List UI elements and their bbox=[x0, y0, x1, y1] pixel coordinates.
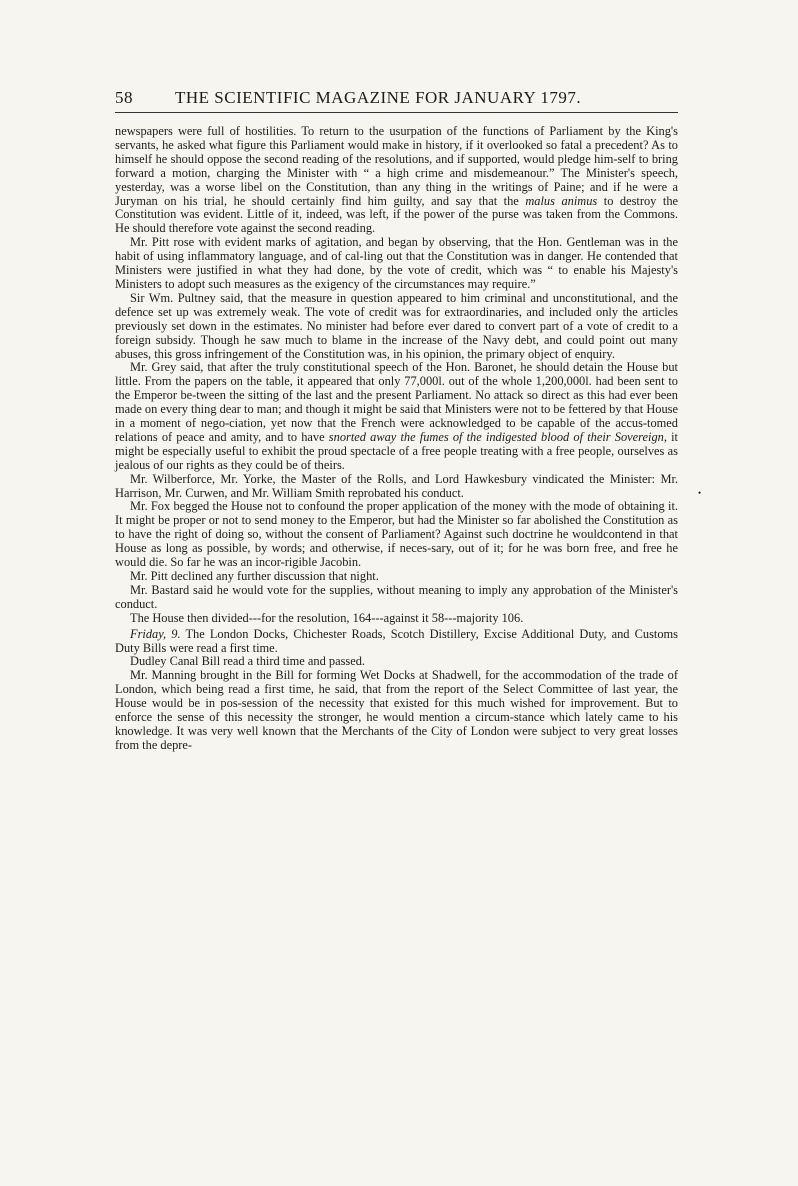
margin-bullet-mark: • bbox=[698, 488, 702, 498]
paragraph: The House then divided---for the resolution, 164---against it 58---majority 106. bbox=[130, 610, 524, 625]
paragraph: newspapers were full of hostilities. To return to the usurpation of the functions of Parliament by the King's servants, he asked what figure this Parliament would make in history, if it overlooked so fatal a precedent? As to himself he should oppose the second reading of the resolutions, and if supported, would pledge him-self to bring forward a motion, charging the Minister with “ a high crime and misdemeanour.” The Minister's speech, yesterday, was a worse libel on the Constitution, than any thing in the writings of Paine; and if he were a Juryman on his trial, he should certainly find him guilty, and say that the malus animus to destroy the Constitution was evident. Little of it, indeed, was left, if the power of the purse was taken from the Commons. He should therefore vote against the second reading. bbox=[115, 124, 679, 236]
paragraph: Mr. Pitt declined any further discussion that night. bbox=[130, 569, 379, 583]
paragraph: Friday, 9. The London Docks, Chichester Roads, Scotch Distillery, Excise Additional Duty, and Customs Duty Bills were read a first time. bbox=[115, 626, 678, 655]
paragraph: Mr. Pitt rose with evident marks of agitation, and began by observing, that the Hon. Gentleman was in the habit of using inflammatory language, and of cal-ling out that the Constitution was in danger. He contended that Ministers were justified in what they had done, by the vote of credit, which was “ to enable his Majesty's Ministers to adopt such measures as the exigency of the circumstances may require.” bbox=[115, 235, 678, 291]
document-page bbox=[115, 88, 678, 753]
paragraph: Mr. Manning brought in the Bill for forming Wet Docks at Shadwell, for the accommodation of the trade of London, which being read a first time, he said, that from the report of the Select Committee of last year, the House would be in pos-session of the necessity that existed for this much wished for improvement. But to enforce the sense of this necessity the stronger, he would mention a circum-stance which lately came to his knowledge. It was very well known that the Merchants of the City of London were subject to very great losses from the depre- bbox=[115, 668, 678, 752]
paragraph: Sir Wm. Pultney said, that the measure in question appeared to him criminal and unconstitutional, and the defence set up was extremely weak. The vote of credit was for extraordinaries, and included only the articles previously set down in the estimates. No minister had before ever dared to convert part of a vote of credit to a foreign subsidy. Though he saw much to blame in the increase of the Navy debt, and could point out many abuses, this gross infringement of the Constitution was, in his opinion, the primary object of enquiry. bbox=[115, 290, 678, 361]
body-text bbox=[115, 125, 678, 753]
running-title: THE SCIENTIFIC MAGAZINE FOR JANUARY 1797. bbox=[175, 88, 582, 107]
paragraph: Dudley Canal Bill read a third time and passed. bbox=[130, 654, 366, 669]
paragraph: Mr. Wilberforce, Mr. Yorke, the Master of the Rolls, and Lord Hawkesbury vindicated the Minister: Mr. Harrison, Mr. Curwen, and Mr. William Smith reprobated his conduct. bbox=[115, 471, 678, 500]
paragraph: Mr. Fox begged the House not to confound the proper application of the money with the mode of obtaining it. It might be proper or not to send money to the Emperor, but had the Minister so far abolished the Constitution as to have the right of doing so, without the consent of Parliament? Against such doctrine he wouldcontend in that House as long as possible, by words; and otherwise, if neces-sary, out of it; for he was born free, and free he would die. So far he was an incor-rigible Jacobin. bbox=[115, 499, 678, 570]
page-number: 58 bbox=[115, 88, 133, 107]
page-header bbox=[115, 88, 678, 113]
paragraph: Mr. Bastard said he would vote for the supplies, without meaning to imply any approbation of the Minister's conduct. bbox=[115, 582, 678, 611]
paragraph: Mr. Grey said, that after the truly constitutional speech of the Hon. Baronet, he should detain the House but little. From the papers on the table, it appeared that only 77,000l. out of the whole 1,200,000l. had been sent to the Emperor be-tween the sitting of the last and the present Parliament. No attack so direct as this had ever been made on every thing dear to man; and though it might be said that Ministers were not to be fettered by that House in a moment of nego-ciation, yet now that the French were acknowledged to be capable of the accus-tomed relations of peace and amity, and to have snorted away the fumes of the indigested blood of their Sovereign, it might be especially useful to exhibit the proud spectacle of a free people treating with a free people, ourselves as jealous of our rights as they could be of theirs. bbox=[115, 360, 678, 472]
